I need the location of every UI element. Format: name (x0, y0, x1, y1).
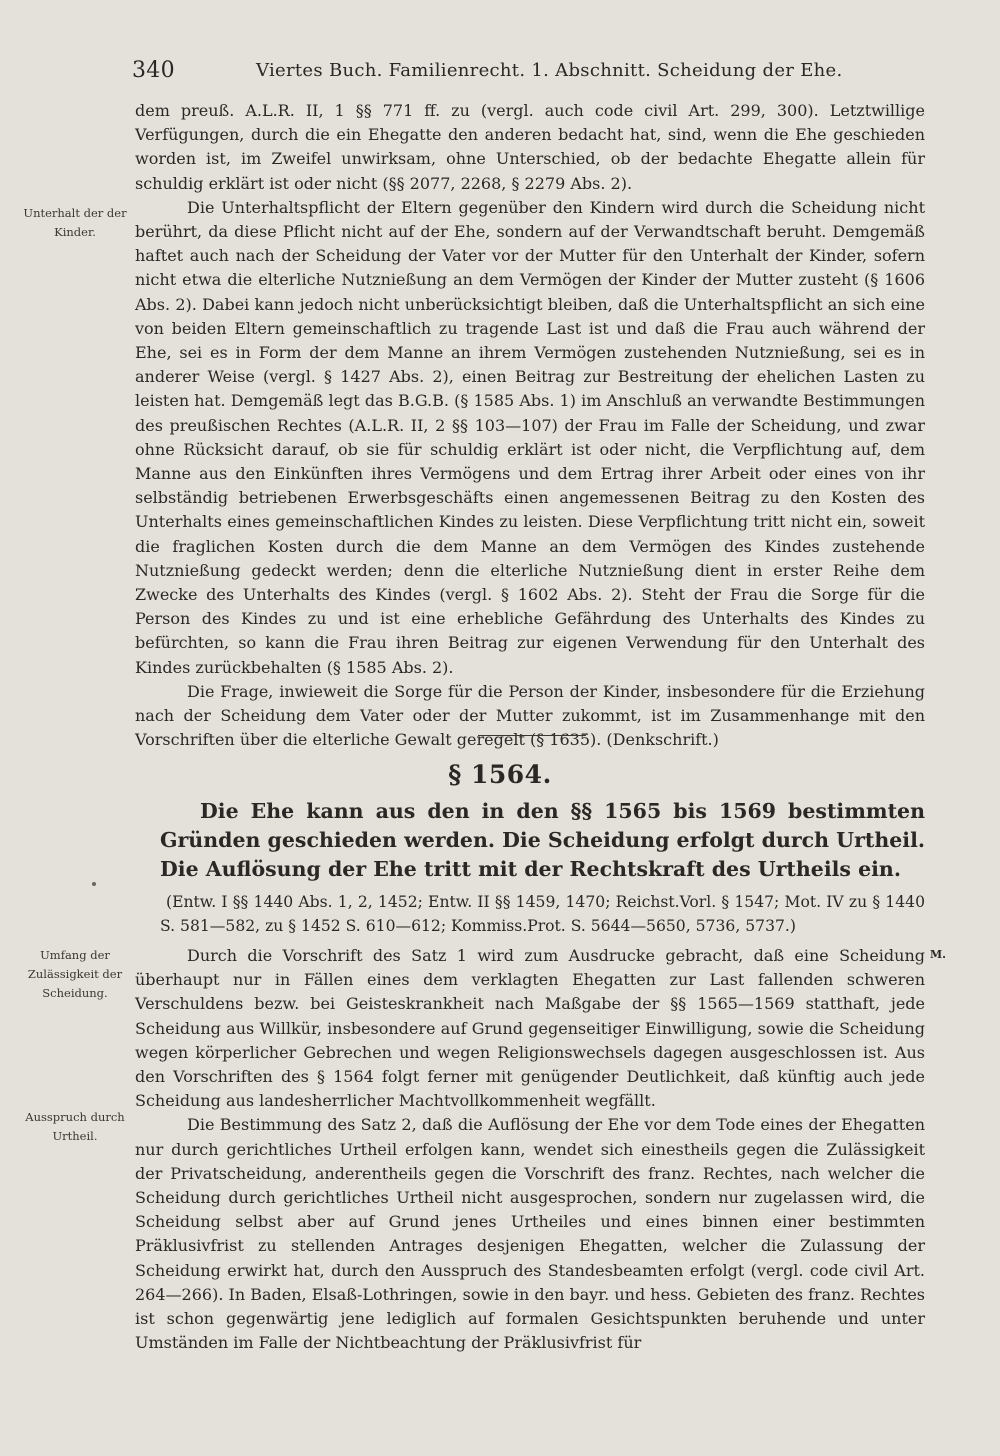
paragraph-maintenance-duty: Die Unterhaltspflicht der Eltern gegenüber den Kindern wird durch die Scheidung nicht berührt, da diese Pflicht nicht auf der Ehe, sondern auf der Verwandtschaft beruht. Demgemäß haftet auch nach der Scheidung der Vater vor der Mutter für den Unterhalt der Kinder, sofern nicht etwa die elterliche Nutznießung an dem Vermögen der Kinder der Mutter zusteht (§ 1606 Abs. 2). Dabei kann jedoch nicht unberücksichtigt bleiben, daß die Unterhaltspflicht an sich eine von beiden Eltern gemeinschaftlich zu tragende Last ist und daß die Frau auch während der Ehe, sei es in Form der dem Manne an ihrem Vermögen zustehenden Nutznießung, sei es in anderer Weise (vergl. § 1427 Abs. 2), einen Beitrag zur Bestreitung der ehelichen Lasten zu leisten hat. Demgemäß legt das B.G.B. (§ 1585 Abs. 1) im Anschluß an verwandte Bestimmungen des preußischen Rechtes (A.L.R. II, 2 §§ 103—107) der Frau im Falle der Scheidung, und zwar ohne Rücksicht darauf, ob sie für schuldig erklärt ist oder nicht, die Verpflichtung auf, dem Manne aus den Einkünften ihres Vermögens und dem Ertrag ihrer Arbeit oder eines von ihr selbständig betriebenen Erwerbsgeschäfts einen angemessenen Beitrag zu den Kosten des Unterhalts eines gemeinschaftlichen Kindes zu leisten. Diese Verpflichtung tritt nicht ein, soweit die fraglichen Kosten durch die dem Manne an dem Vermögen des Kindes zustehende Nutznießung gedeckt werden; denn die elterliche Nutznießung dient in erster Reihe dem Zwecke des Unterhalts des Kindes (vergl. § 1602 Abs. 2). Steht der Frau die Sorge für die Person des Kindes zu und ist eine erhebliche Gefährdung des Unterhalts des Kindes zu befürchten, so kann die Frau ihren Beitrag zur eigenen Verwendung für den Unterhalt des Kindes zurückbehalten (§ 1585 Abs. 2). (135, 197, 925, 677)
text-block-commentary (135, 944, 925, 1355)
margin-mark-m: M. (930, 948, 947, 961)
section-heading: § 1564. (448, 760, 552, 789)
paragraph-custody-question: Die Frage, inwieweit die Sorge für die Person der Kinder, insbesondere für die Erziehung nach der Scheidung dem Vater oder der Mutter zukommt, ist im Zusammenhange mit den Vorschriften über die elterliche Gewalt geregelt (§ 1635). (Denkschrift.) (135, 681, 925, 750)
legislative-references: (Entw. I §§ 1440 Abs. 1, 2, 1452; Entw. II §§ 1459, 1470; Reichst.Vorl. § 1547; Mot. IV zu § 1440 S. 581—582, zu § 1452 S. 610—612; Kommiss.Prot. S. 5644—5650, 5736, 5737.) (160, 893, 925, 935)
print-speck (92, 882, 96, 886)
running-title: Viertes Buch. Familienrecht. 1. Abschnitt. Scheidung der Ehe. (256, 60, 843, 81)
paragraph-continuation: dem preuß. A.L.R. II, 1 §§ 771 ff. zu (vergl. auch code civil Art. 299, 300). Letztwillige Verfügungen, durch die ein Ehegatte den anderen bedacht hat, sind, wenn die Ehe geschieden worden ist, im Zweifel unwirksam, ohne Unterschied, ob der bedachte Ehegatte allein für schuldig erklärt ist oder nicht (§§ 2077, 2268, § 2279 Abs. 2). (135, 101, 925, 193)
margin-note-unterhalt: Unterhalt der der Kinder. (23, 206, 127, 239)
text-block-maintenance (135, 99, 925, 752)
paragraph-scope: Durch die Vorschrift des Satz 1 wird zum Ausdrucke gebracht, daß eine Scheidung überhaupt nur in Fällen eines dem verklagten Ehegatten zur Last fallenden schweren Verschuldens bezw. bei Geisteskrankheit nach Maßgabe der §§ 1565—1569 statthaft, jede Scheidung aus Willkür, insbesondere auf Grund gegenseitiger Einwilligung, sowie die Scheidung wegen körperlicher Gebrechen und wegen Religionswechsels dagegen ausgeschlossen ist. Aus den Vorschriften des § 1564 folgt ferner mit genügender Deutlichkeit, daß künftig auch jede Scheidung aus landesherrlicher Machtvollkommenheit wegfällt. (135, 946, 925, 1111)
page-number: 340 (132, 58, 175, 83)
law-text: Die Ehe kann aus den in den §§ 1565 bis 1569 bestimmten Gründen geschieden werden. Die Scheidung erfolgt durch Urtheil. Die Auflösung der Ehe tritt mit der Rechtskraft des Urtheils ein. (160, 799, 925, 881)
margin-note-umfang: Umfang der Zulässigkeit der Scheidung. (27, 948, 123, 1000)
paragraph-judgment: Die Bestimmung des Satz 2, daß die Auflösung der Ehe vor dem Tode eines der Ehegatten nur durch gerichtliches Urtheil erfolgen kann, wendet sich einestheils gegen die Zulässigkeit der Privatscheidung, anderentheils gegen die Vorschrift des franz. Rechtes, nach welcher die Scheidung durch gerichtliches Urtheil nicht ausgesprochen, sondern nur zugelassen wird, die Scheidung selbst aber auf Grund jenes Urtheiles und eines binnen einer bestimmten Präklusivfrist zu stellenden Antrages desjenigen Ehegatten, welcher die Zulassung der Scheidung erwirkt hat, durch den Ausspruch des Standesbeamten erfolgt (vergl. code civil Art. 264—266). In Baden, Elsaß-Lothringen, sowie in den bayr. und hess. Gebieten des franz. Rechtes ist schon gegenwärtig jene lediglich auf formalen Gesichtspunkten beruhende und unter Umständen im Falle der Nichtbeachtung der Präklusivfrist für (135, 1115, 925, 1353)
margin-note-ausspruch: Ausspruch durch Urtheil. (25, 1110, 125, 1143)
section-divider (478, 735, 586, 736)
